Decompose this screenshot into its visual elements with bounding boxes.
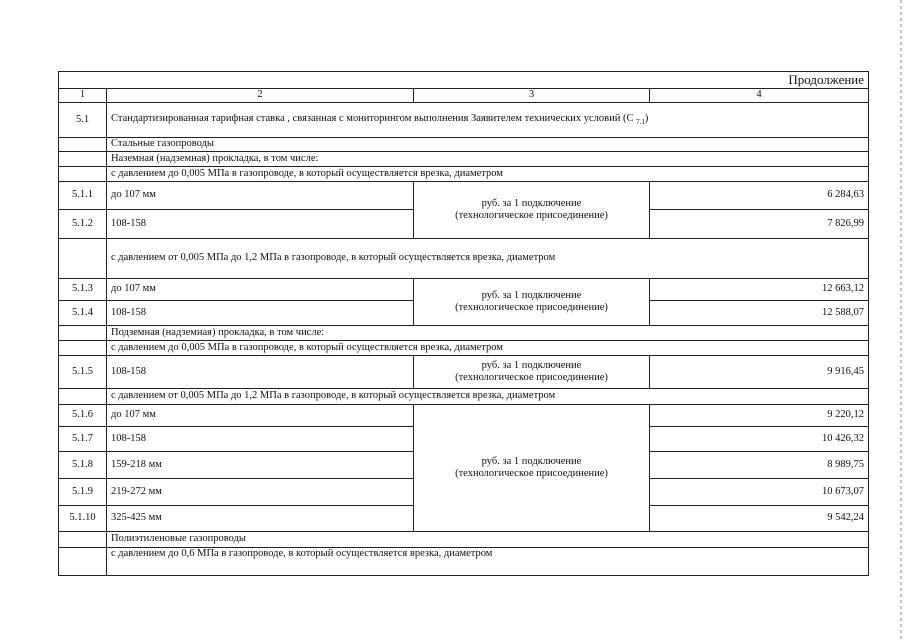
tariff-value: 7 826,99 xyxy=(650,210,869,239)
table-row xyxy=(59,326,869,341)
unit-line-1: руб. за 1 подключение xyxy=(481,197,582,209)
empty-cell xyxy=(59,532,107,548)
tariff-value: 9 220,12 xyxy=(650,405,869,427)
unit-line-2: (технологическое присоединение) xyxy=(455,468,608,479)
row-number: 5.1.4 xyxy=(59,301,107,326)
table-row xyxy=(59,532,869,548)
diameter: 325-425 мм xyxy=(107,506,414,532)
pressure-heading: с давлением до 0,005 МПа в газопроводе, в который осуществляется врезка, диаметром xyxy=(107,341,869,356)
row-number: 5.1.8 xyxy=(59,452,107,479)
table-row xyxy=(59,182,869,210)
row-number: 5.1.2 xyxy=(59,210,107,239)
table-row xyxy=(59,548,869,576)
table-row xyxy=(59,138,869,152)
unit-cell xyxy=(414,405,650,532)
table-row xyxy=(59,341,869,356)
empty-cell xyxy=(59,341,107,356)
continuation-row xyxy=(59,72,869,89)
empty-cell xyxy=(59,239,107,279)
row-number: 5.1.7 xyxy=(59,427,107,452)
unit-cell xyxy=(414,279,650,326)
tariff-value: 12 663,12 xyxy=(650,279,869,301)
tariff-value: 12 588,07 xyxy=(650,301,869,326)
pressure-heading: с давлением от 0,005 МПа до 1,2 МПа в газопроводе, в который осуществляется врезка, диаметром xyxy=(107,239,869,279)
subcategory-underground: Подземная (надземная) прокладка, в том числе: xyxy=(107,326,869,341)
table-row xyxy=(59,356,869,389)
section-number: 5.1 xyxy=(59,103,107,138)
row-number: 5.1.9 xyxy=(59,479,107,506)
column-number-row xyxy=(59,89,869,103)
diameter: до 107 мм xyxy=(107,279,414,301)
table-row xyxy=(59,167,869,182)
pressure-heading: с давлением от 0,005 МПа до 1,2 МПа в газопроводе, в который осуществляется врезка, диаметром xyxy=(107,389,869,405)
empty-cell xyxy=(59,167,107,182)
diameter: 108-158 xyxy=(107,427,414,452)
unit-cell xyxy=(414,356,650,389)
scan-edge-artifact xyxy=(900,0,902,640)
section-title xyxy=(107,103,869,138)
unit-line-2: (технологическое присоединение) xyxy=(455,210,608,221)
section-title-suffix: ) xyxy=(644,113,649,125)
category-polyethylene: Полиэтиленовые газопроводы xyxy=(107,532,869,548)
diameter: до 107 мм xyxy=(107,405,414,427)
empty-cell xyxy=(59,389,107,405)
tariff-value: 8 989,75 xyxy=(650,452,869,479)
empty-cell xyxy=(59,138,107,152)
continuation-label: Продолжение xyxy=(59,72,869,89)
table-row xyxy=(59,152,869,167)
empty-cell xyxy=(59,548,107,576)
column-number-3: 3 xyxy=(414,89,650,103)
section-row xyxy=(59,103,869,138)
row-number: 5.1.6 xyxy=(59,405,107,427)
section-title-subscript: 7.1 xyxy=(636,118,645,127)
column-number-4: 4 xyxy=(650,89,869,103)
table-row xyxy=(59,239,869,279)
unit-line-2: (технологическое присоединение) xyxy=(455,372,608,383)
tariff-value: 10 673,07 xyxy=(650,479,869,506)
table-row xyxy=(59,279,869,301)
column-number-1: 1 xyxy=(59,89,107,103)
row-number: 5.1.3 xyxy=(59,279,107,301)
tariff-value: 6 284,63 xyxy=(650,182,869,210)
row-number: 5.1.10 xyxy=(59,506,107,532)
row-number: 5.1.5 xyxy=(59,356,107,389)
tariff-table xyxy=(58,71,869,576)
pressure-heading: с давлением до 0,005 МПа в газопроводе, в который осуществляется врезка, диаметром xyxy=(107,167,869,182)
section-title-prefix: Стандартизированная тарифная ставка , связанная с мониторингом выполнения Заявителем технических условий (С xyxy=(111,113,637,125)
tariff-value: 9 916,45 xyxy=(650,356,869,389)
diameter: до 107 мм xyxy=(107,182,414,210)
unit-cell xyxy=(414,182,650,239)
tariff-value: 9 542,24 xyxy=(650,506,869,532)
unit-line-1: руб. за 1 подключение xyxy=(481,289,582,301)
subcategory-above-ground: Наземная (надземная) прокладка, в том числе: xyxy=(107,152,869,167)
unit-line-2: (технологическое присоединение) xyxy=(455,302,608,313)
pressure-heading: с давлением до 0,6 МПа в газопроводе, в который осуществляется врезка, диаметром xyxy=(107,548,869,576)
row-number: 5.1.1 xyxy=(59,182,107,210)
empty-cell xyxy=(59,326,107,341)
empty-cell xyxy=(59,152,107,167)
category-steel: Стальные газопроводы xyxy=(107,138,869,152)
diameter: 108-158 xyxy=(107,356,414,389)
column-number-2: 2 xyxy=(107,89,414,103)
diameter: 219-272 мм xyxy=(107,479,414,506)
unit-line-1: руб. за 1 подключение xyxy=(481,455,582,467)
table-row xyxy=(59,389,869,405)
table-row xyxy=(59,405,869,427)
diameter: 159-218 мм xyxy=(107,452,414,479)
diameter: 108-158 xyxy=(107,210,414,239)
diameter: 108-158 xyxy=(107,301,414,326)
tariff-value: 10 426,32 xyxy=(650,427,869,452)
unit-line-1: руб. за 1 подключение xyxy=(481,359,582,371)
